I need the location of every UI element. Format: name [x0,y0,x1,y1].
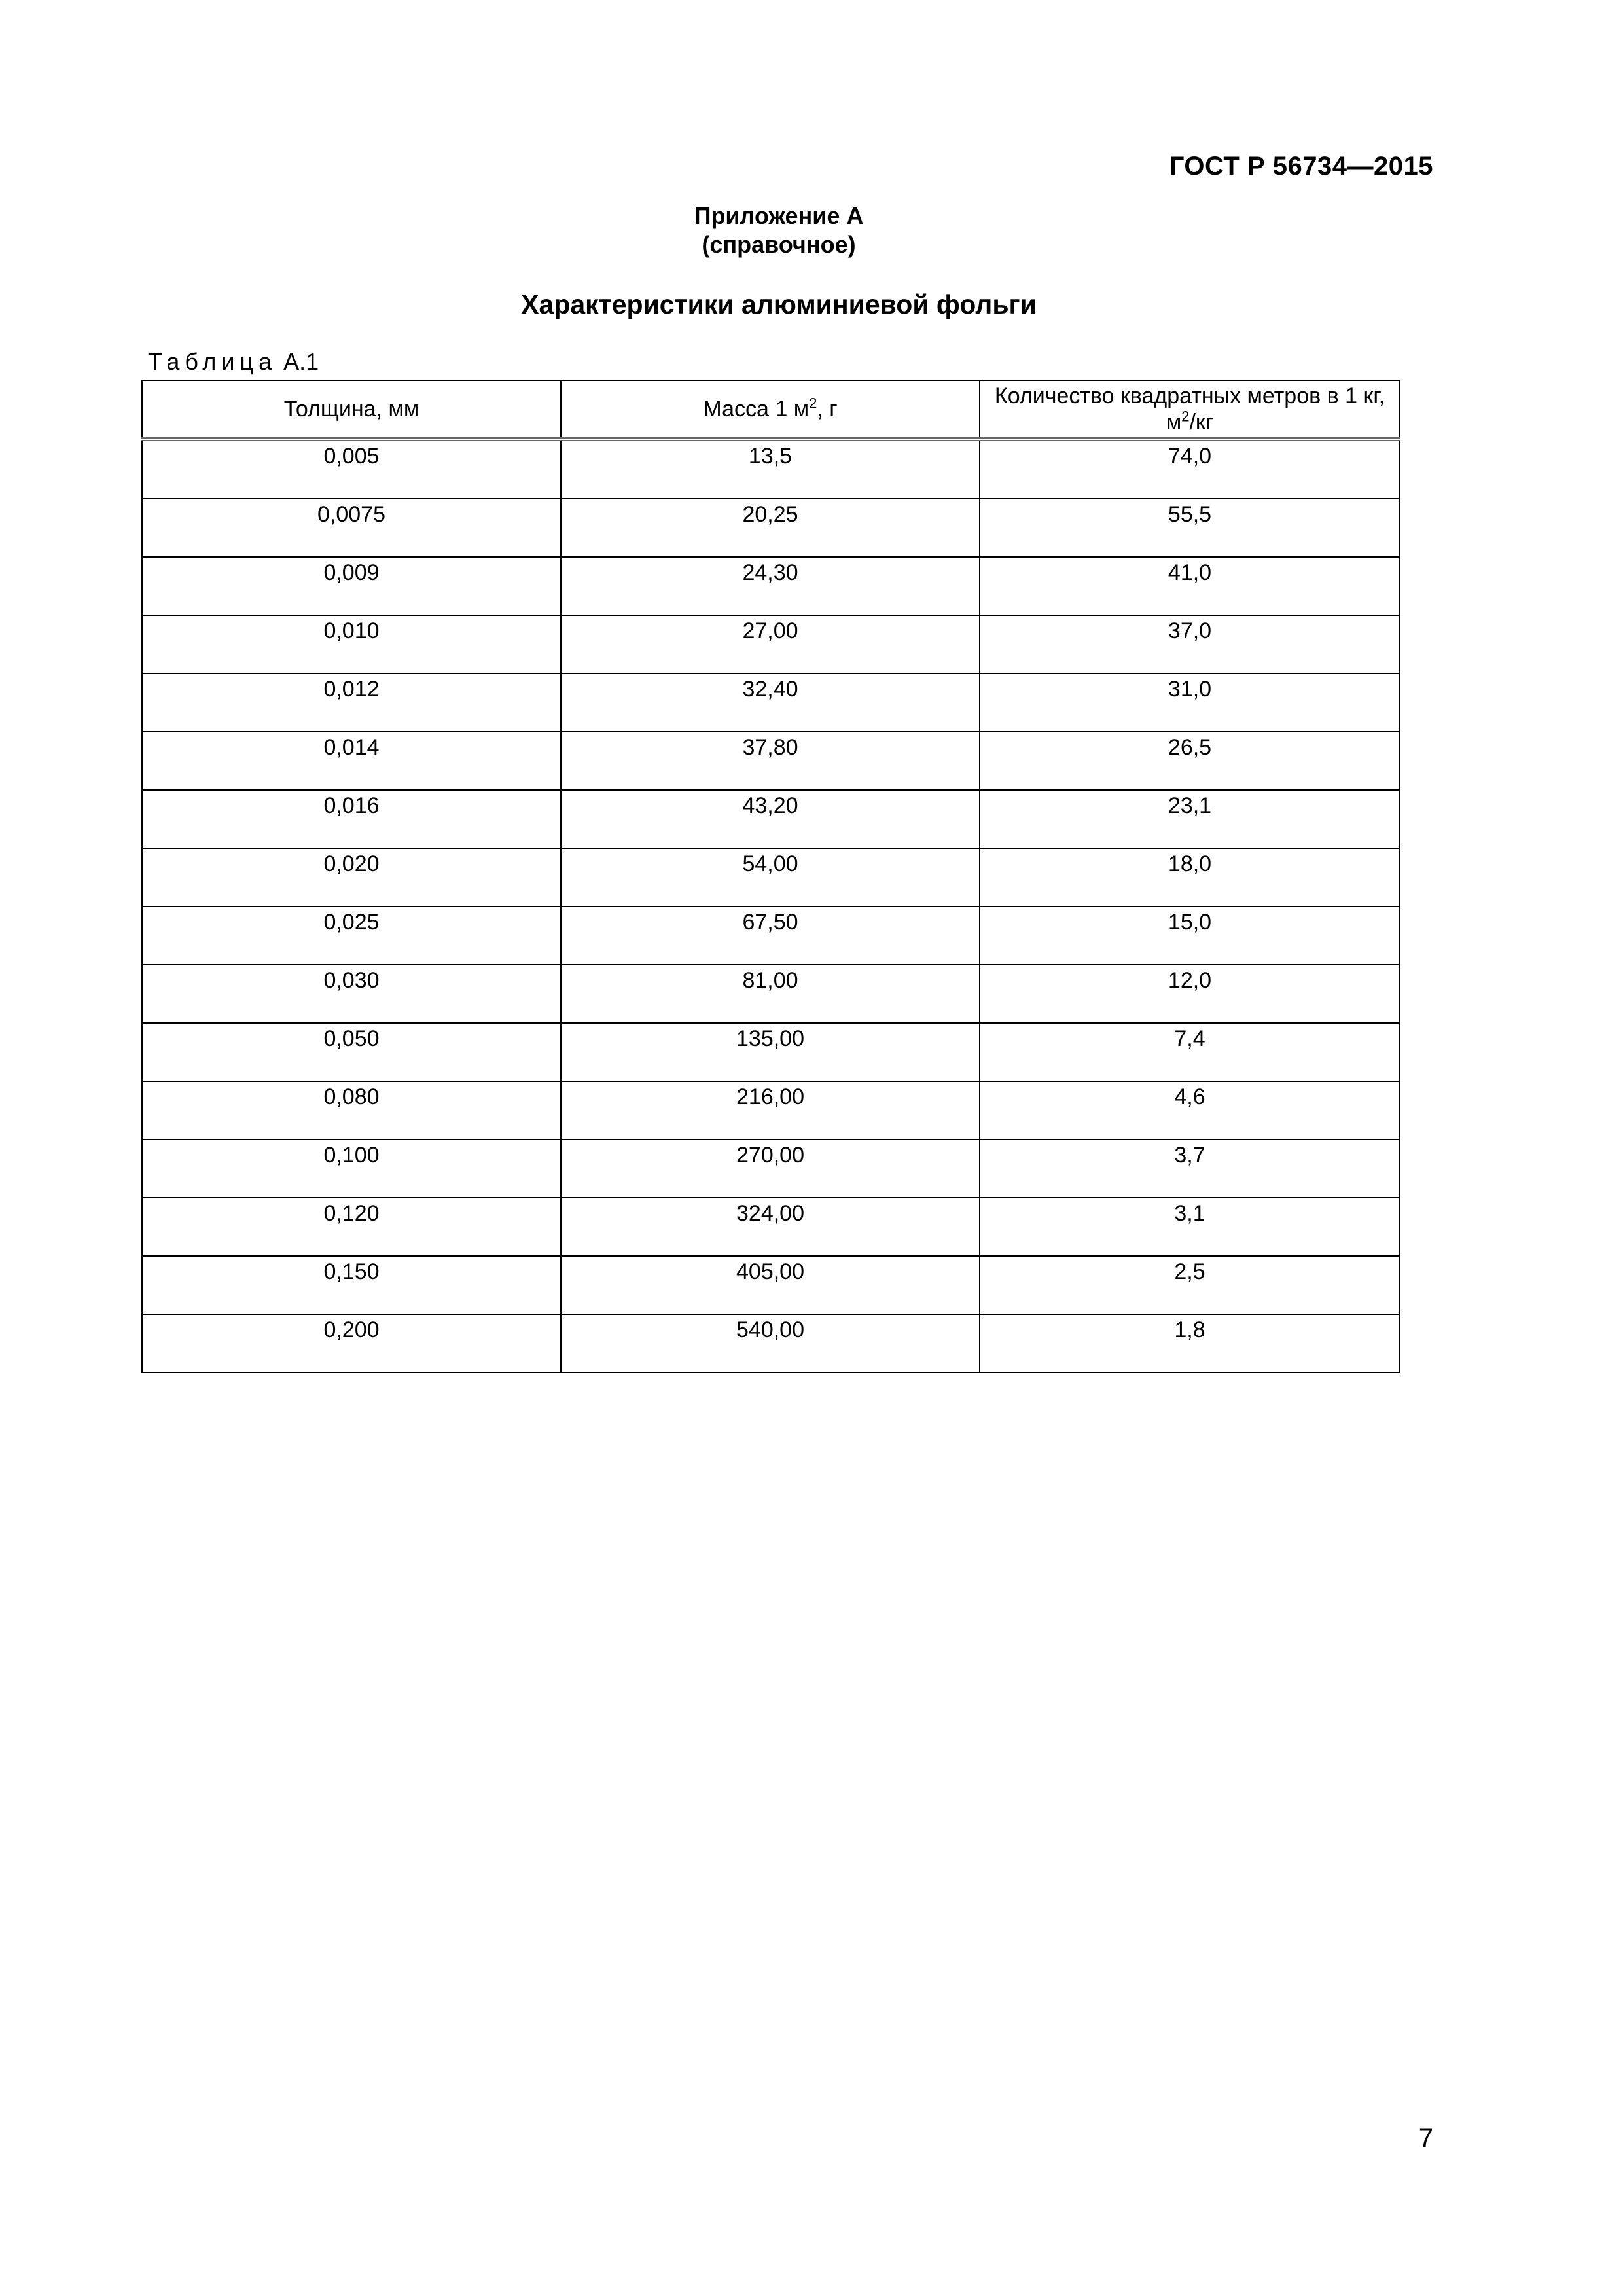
table-row [142,1256,1400,1314]
appendix-kind: (справочное) [702,231,856,258]
header-area-per-kg [980,380,1400,439]
cell-mass: 20,25 [561,499,980,557]
cell-thickness: 0,016 [142,790,561,848]
appendix-title: Приложение А [694,202,864,229]
table-row [142,557,1400,615]
header-area-sup: 2 [1181,408,1190,425]
cell-area: 4,6 [980,1081,1400,1139]
cell-mass: 37,80 [561,732,980,790]
header-area-line1: Количество квадратных метров в 1 кг, [994,384,1385,408]
section-title: Характеристики алюминиевой фольги [521,289,1037,319]
cell-area: 41,0 [980,557,1400,615]
cell-thickness: 0,200 [142,1314,561,1372]
cell-thickness: 0,100 [142,1139,561,1198]
cell-area: 1,8 [980,1314,1400,1372]
cell-thickness: 0,050 [142,1023,561,1081]
table-row [142,1139,1400,1198]
header-mass-sup: 2 [809,395,817,412]
cell-mass: 54,00 [561,848,980,906]
table-caption-word: Таблица [148,348,277,375]
cell-thickness: 0,009 [142,557,561,615]
cell-mass: 324,00 [561,1198,980,1256]
header-mass-suffix: , г [817,397,838,422]
cell-thickness: 0,014 [142,732,561,790]
table-row [142,732,1400,790]
cell-thickness: 0,012 [142,673,561,732]
cell-mass: 270,00 [561,1139,980,1198]
header-area-prefix: м [1166,410,1182,435]
cell-thickness: 0,010 [142,615,561,673]
cell-mass: 27,00 [561,615,980,673]
table-row [142,1314,1400,1372]
table-caption [148,348,319,376]
cell-thickness: 0,030 [142,965,561,1023]
header-area-suffix: /кг [1189,410,1214,435]
standard-designation: ГОСТ Р 56734—2015 [1169,152,1433,181]
cell-area: 7,4 [980,1023,1400,1081]
foil-characteristics-table [141,380,1400,1373]
cell-area: 18,0 [980,848,1400,906]
cell-thickness: 0,005 [142,439,561,499]
cell-thickness: 0,0075 [142,499,561,557]
table-row [142,439,1400,499]
cell-thickness: 0,020 [142,848,561,906]
cell-area: 23,1 [980,790,1400,848]
table-header-row [142,380,1400,439]
cell-mass: 216,00 [561,1081,980,1139]
cell-thickness: 0,025 [142,906,561,965]
cell-thickness: 0,150 [142,1256,561,1314]
cell-area: 15,0 [980,906,1400,965]
table-caption-number: А.1 [283,348,319,375]
cell-area: 37,0 [980,615,1400,673]
cell-thickness: 0,080 [142,1081,561,1139]
table-row [142,965,1400,1023]
cell-area: 3,1 [980,1198,1400,1256]
header-mass [561,380,980,439]
table-row [142,673,1400,732]
cell-mass: 67,50 [561,906,980,965]
appendix-heading [0,202,1558,259]
table-row [142,499,1400,557]
table-row [142,906,1400,965]
cell-mass: 81,00 [561,965,980,1023]
cell-area: 26,5 [980,732,1400,790]
page-number: 7 [1418,2124,1433,2153]
cell-thickness: 0,120 [142,1198,561,1256]
header-thickness-label: Толщина, мм [283,397,419,422]
cell-mass: 13,5 [561,439,980,499]
cell-area: 74,0 [980,439,1400,499]
table-row [142,1081,1400,1139]
cell-mass: 135,00 [561,1023,980,1081]
cell-mass: 32,40 [561,673,980,732]
cell-area: 12,0 [980,965,1400,1023]
cell-mass: 405,00 [561,1256,980,1314]
table-row [142,615,1400,673]
table-body [142,439,1400,1372]
cell-mass: 24,30 [561,557,980,615]
cell-area: 3,7 [980,1139,1400,1198]
cell-area: 2,5 [980,1256,1400,1314]
table-row [142,1198,1400,1256]
header-thickness [142,380,561,439]
cell-area: 31,0 [980,673,1400,732]
table-row [142,1023,1400,1081]
table-row [142,848,1400,906]
table-row [142,790,1400,848]
cell-area: 55,5 [980,499,1400,557]
cell-mass: 43,20 [561,790,980,848]
cell-mass: 540,00 [561,1314,980,1372]
header-mass-prefix: Масса 1 м [703,397,810,422]
